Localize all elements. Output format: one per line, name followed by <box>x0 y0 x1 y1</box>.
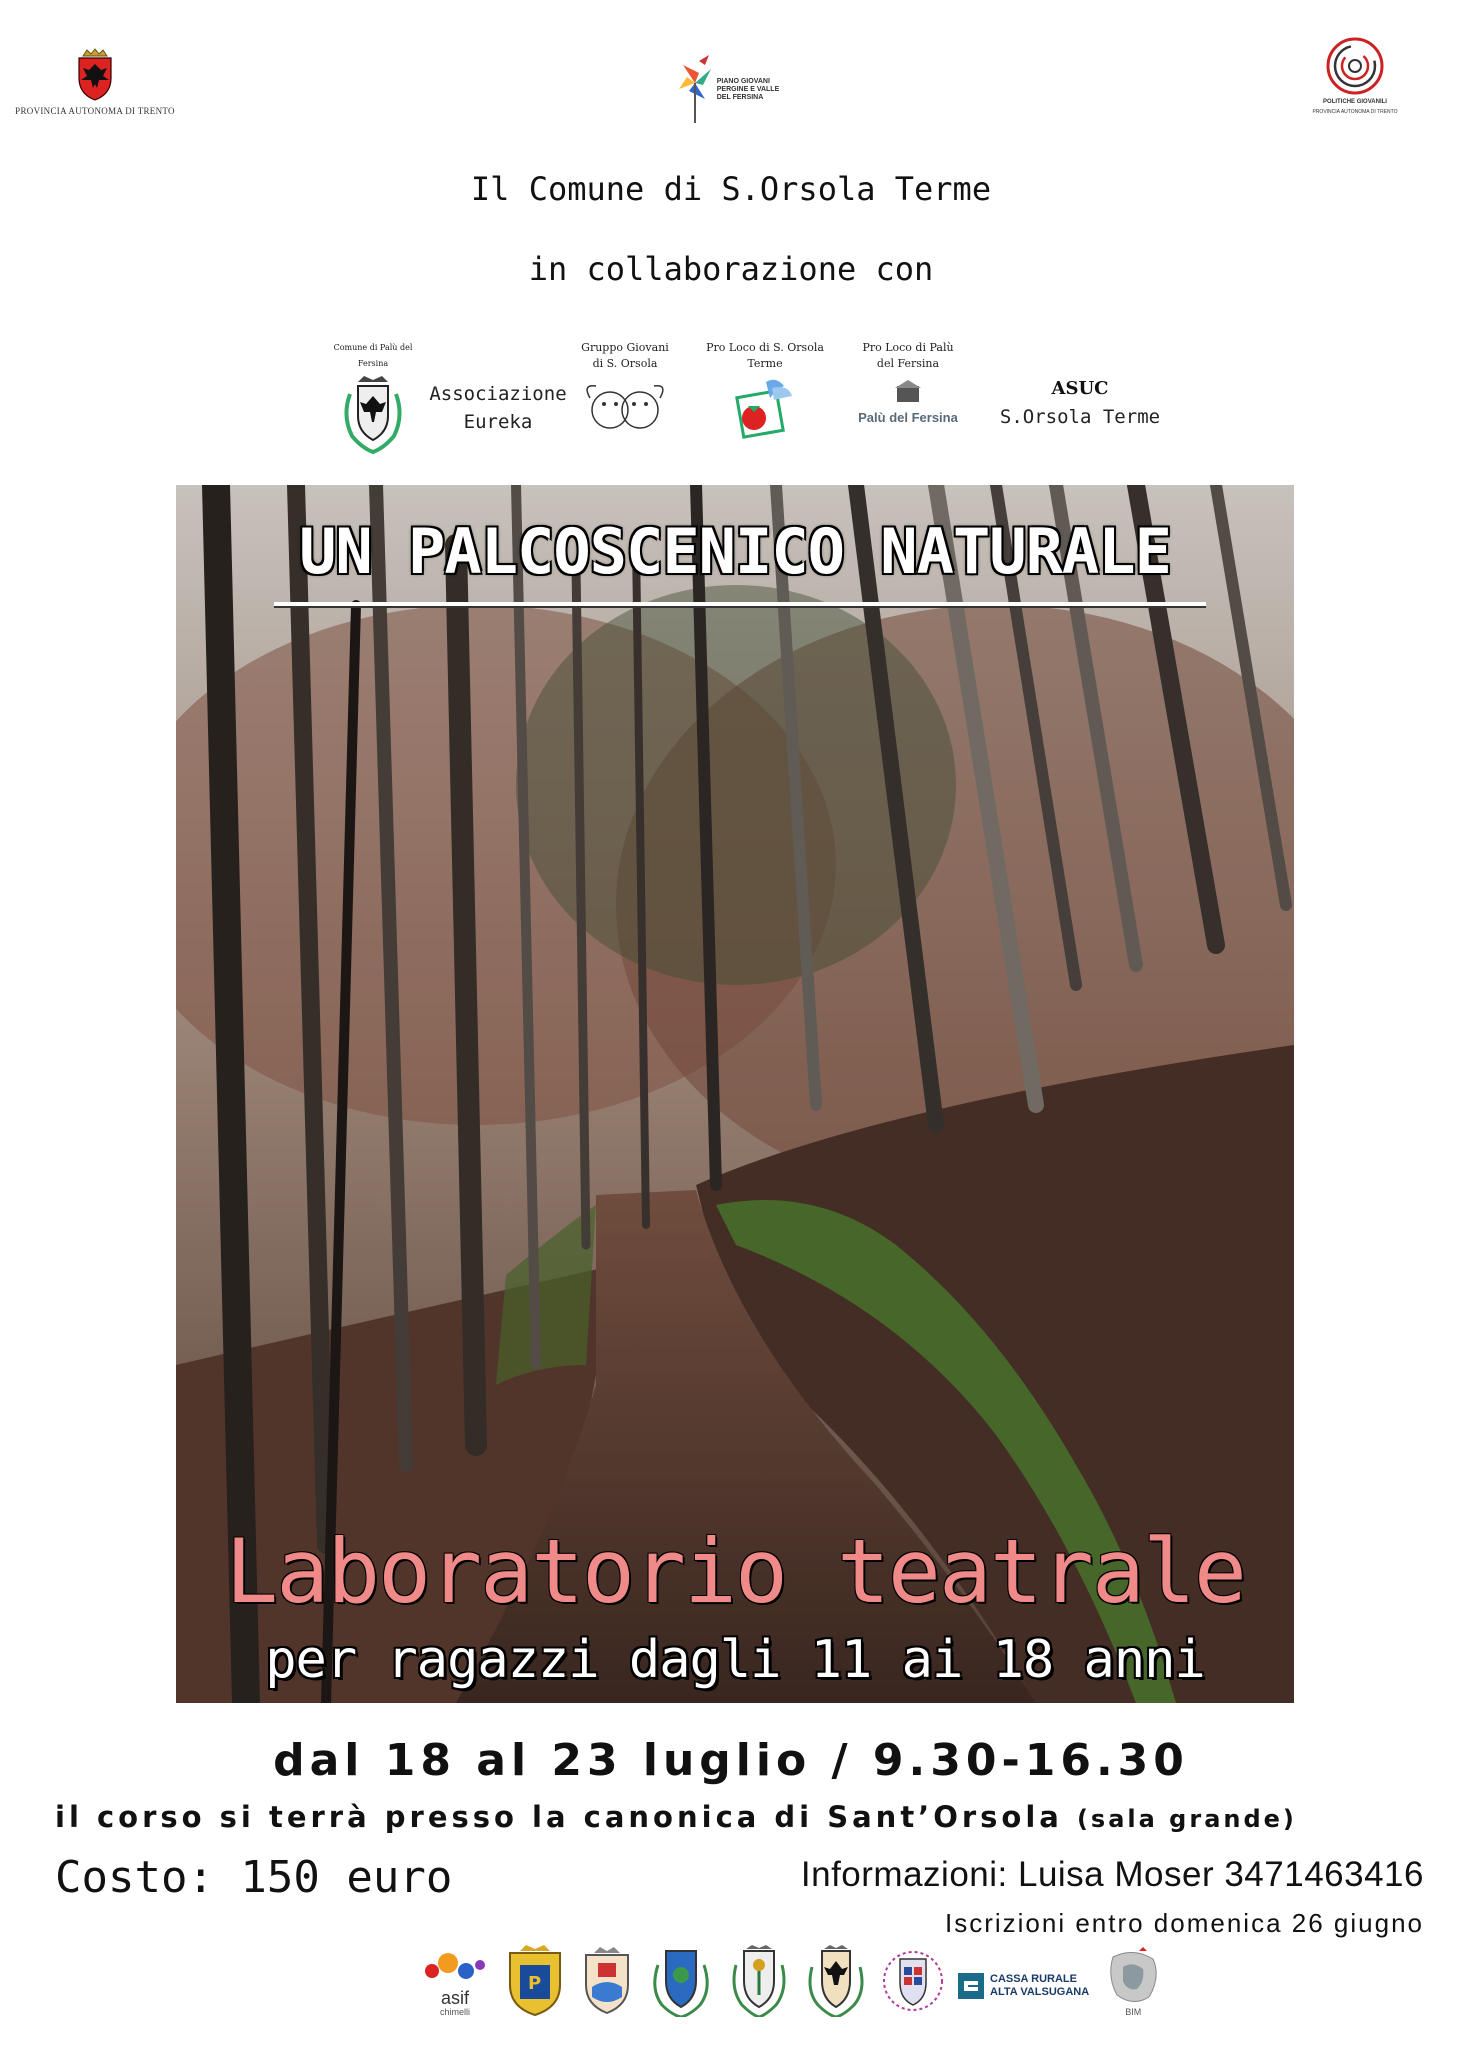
strawberry-flower-icon <box>732 376 798 440</box>
crest-1-icon <box>504 1945 566 2017</box>
sponsor-logos-row <box>420 1945 1163 2017</box>
partner-proloco-sorsola <box>690 340 840 444</box>
crest-6-icon <box>882 1945 944 2017</box>
partner-asuc <box>990 375 1170 431</box>
asif-label: asif <box>440 1988 469 2008</box>
eureka-line2: Eureka <box>463 411 533 433</box>
asif-sub: chimelli <box>439 2007 470 2017</box>
proloco-palu-line1: Pro Loco di Palù <box>862 341 954 354</box>
laboratorio-title: Laboratorio teatrale <box>225 1520 1245 1623</box>
proloco-so-line1: Pro Loco di S. Orsola <box>706 341 824 354</box>
svg-text:P: P <box>528 1973 542 1994</box>
asuc-line2: S.Orsola Terme <box>999 406 1161 428</box>
partner-proloco-palu <box>848 340 968 425</box>
politiche-giovanili-line2: PROVINCIA AUTONOMA DI TRENTO <box>1312 109 1398 115</box>
crest-5-icon <box>804 1945 868 2017</box>
cassa-rurale-line1: CASSA RURALE <box>990 1973 1077 1985</box>
proloco-palu-line2: del Fersina <box>876 357 940 370</box>
politiche-giovanili-logo <box>1300 36 1410 116</box>
collaborazione-heading: in collaborazione con <box>528 250 934 288</box>
crest-4-icon <box>728 1945 790 2017</box>
forest-photo <box>176 485 1294 1703</box>
asif-logo <box>420 1949 490 2017</box>
gruppo-line1: Gruppo Giovani <box>581 341 669 354</box>
comune-palu-label: Comune di Palù del Fersina <box>333 343 413 368</box>
eureka-line1: Associazione <box>429 383 567 405</box>
course-location <box>55 1800 1297 1834</box>
age-subtitle: per ragazzi dagli 11 ai 18 anni <box>265 1630 1205 1690</box>
piano-giovani-line3: DEL FERSINA <box>716 94 764 101</box>
partner-eureka <box>428 380 568 436</box>
trento-eagle-crest-icon <box>75 48 115 102</box>
cassa-rurale-icon <box>958 1973 984 1999</box>
palu-house-icon <box>895 380 921 402</box>
piano-giovani-line1: PIANO GIOVANI <box>716 78 770 85</box>
title-underline <box>274 602 1206 606</box>
piano-giovani-line2: PERGINE E VALLE <box>716 86 780 93</box>
gruppo-line2: di S. Orsola <box>592 357 658 370</box>
piano-giovani-logo <box>672 55 782 125</box>
provincia-label: PROVINCIA AUTONOMA DI TRENTO <box>15 106 175 116</box>
partner-comune-palu <box>318 340 428 458</box>
poster-title: UN PALCOSCENICO NATURALE <box>299 515 1171 588</box>
partner-gruppo-giovani <box>570 340 680 438</box>
dates-times: dal 18 al 23 luglio / 9.30-16.30 <box>273 1735 1189 1786</box>
provincia-trento-logo <box>15 48 175 116</box>
comune-heading: Il Comune di S.Orsola Terme <box>470 170 992 208</box>
bim-label: BIM <box>1125 2007 1142 2017</box>
cassa-rurale-logo <box>958 1973 1089 1999</box>
bim-map-icon <box>1103 1947 1163 2007</box>
pinwheel-icon <box>675 55 715 125</box>
palu-logo-text: Palù del Fersina <box>858 410 958 425</box>
bim-logo <box>1103 1947 1163 2017</box>
cassa-rurale-line2: ALTA VALSUGANA <box>990 1986 1090 1998</box>
palu-crest-icon <box>338 376 408 454</box>
info-contact: Informazioni: Luisa Moser 3471463416 <box>800 1855 1424 1894</box>
course-location-main: il corso si terrà presso la canonica di Sant’Orsola <box>55 1800 1063 1834</box>
asif-dots-icon <box>420 1949 490 1989</box>
asuc-line1: ASUC <box>1051 378 1109 399</box>
registration-deadline: Iscrizioni entro domenica 26 giugno <box>944 1908 1424 1938</box>
spiral-circle-icon <box>1325 36 1385 96</box>
crest-2-icon <box>580 1947 634 2017</box>
proloco-so-line2: Terme <box>747 357 783 370</box>
squirrels-icon <box>582 378 668 434</box>
politiche-giovanili-line1: POLITICHE GIOVANILI <box>1323 99 1387 105</box>
cost-text: Costo: 150 euro <box>55 1852 453 1903</box>
crest-3-icon <box>648 1945 714 2017</box>
course-location-room: (sala grande) <box>1076 1805 1297 1833</box>
